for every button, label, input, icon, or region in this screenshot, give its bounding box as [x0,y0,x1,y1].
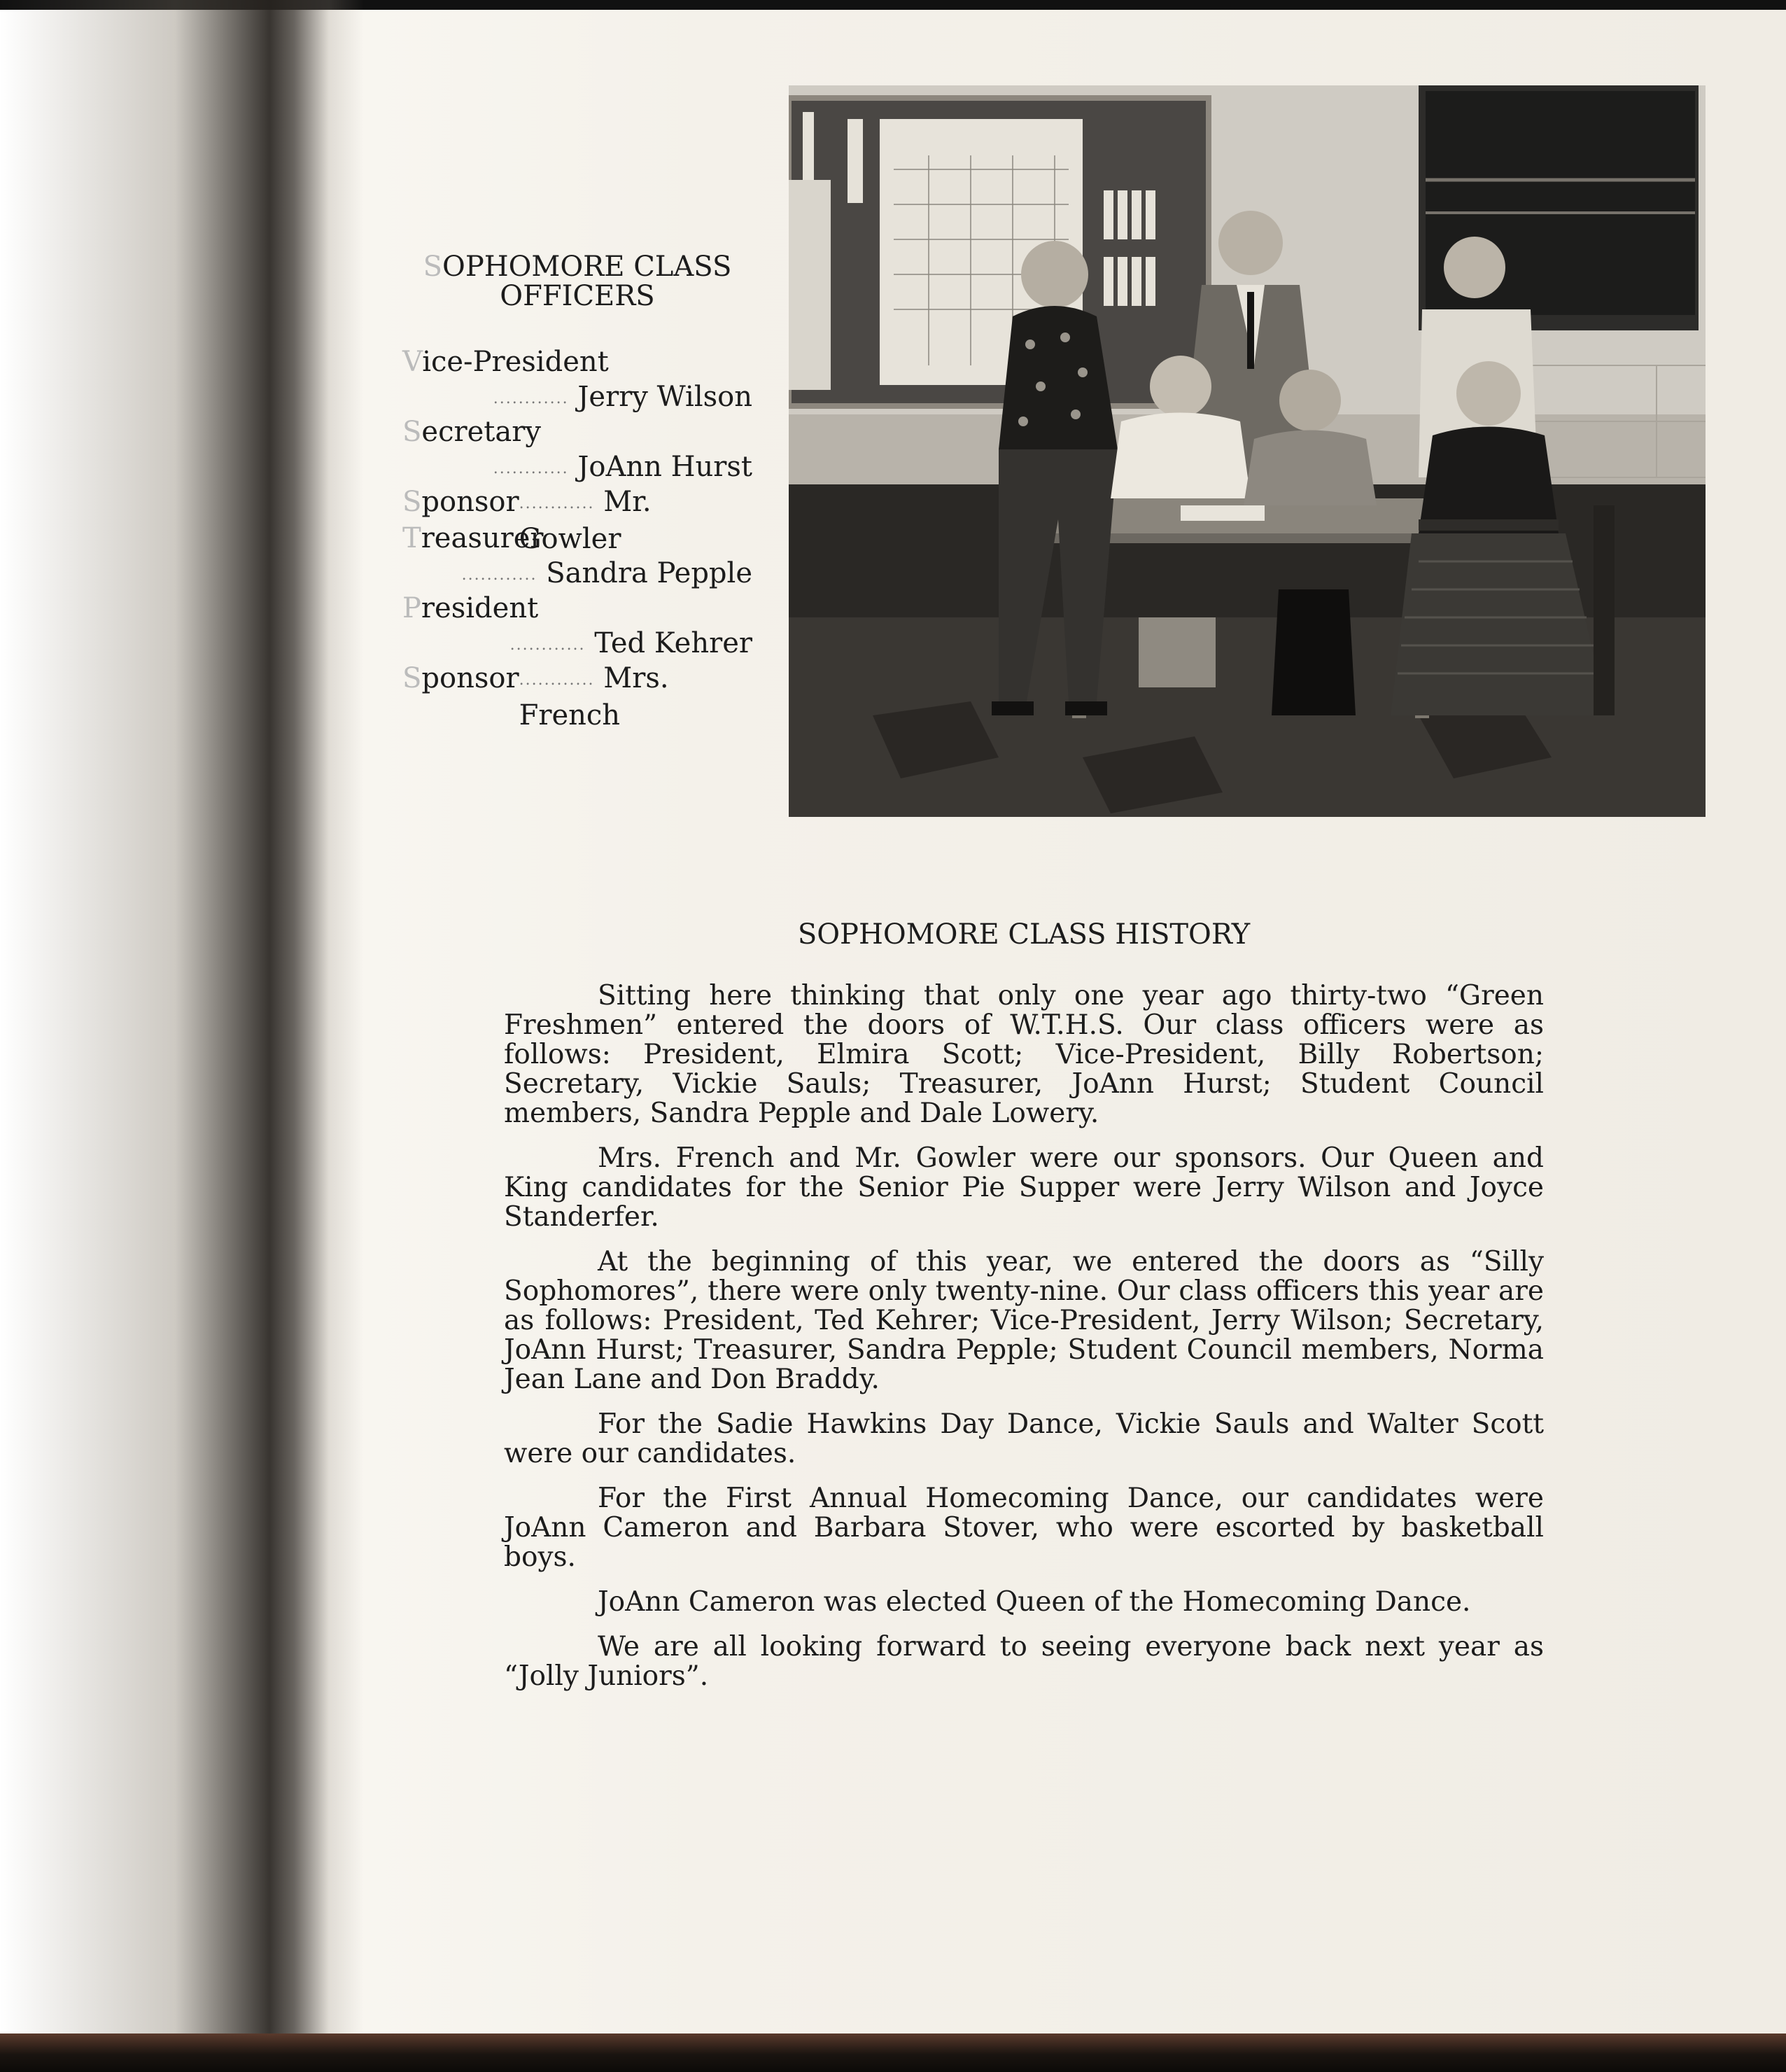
officer-name-row [402,626,752,661]
officer-name-row [402,379,752,414]
leader-dots: ............ [461,566,537,584]
officer-name: Ted Kehrer [594,627,752,659]
officer-role: Secretary [402,416,541,448]
leader-dots: ............ [519,671,595,689]
history-paragraph: JoAnn Cameron was elected Queen of the Homecoming Dance. [598,1586,1471,1618]
officers-group-photo [789,85,1706,817]
leader-dots: ............ [519,495,595,512]
leader-dots: ............ [509,636,586,654]
officer-role: Vice-President [402,346,609,378]
officer-name-row [402,556,752,591]
history-paragraph: Sitting here thinking that only one year ago thirty-two “Green Freshmen” entered the doors of W.T.H.S. Our class officers were as follows: President, Elmira Scott; Vice-President, Billy Robertson; Secretary, Vickie Sauls; Treasurer, JoAnn Hurst; Student Council members, Sandra Pepple and Dale Lowery. [504,980,1544,1129]
officer-name-row [402,449,752,484]
history-paragraph: Mrs. French and Mr. Gowler were our sponsors. Our Queen and King candidates for the Senior Pie Supper were Jerry Wilson and Joyce Standerfer. [504,1142,1544,1233]
officers-heading-line1: SOPHOMORE CLASS [423,251,732,283]
officers-heading-line2: OFFICERS [500,280,655,312]
officer-name: Sandra Pepple [546,557,752,589]
officer-role: President [402,592,539,624]
officer-role: Sponsor [402,486,519,518]
history-paragraph: At the beginning of this year, we entered the doors as “Silly Sophomores”, there were only twenty-nine. Our class officers this year are as follows: President, Ted Kehrer; Vice-President, Jerry Wilson; Secretary, JoAnn Hurst; Treasurer, Sandra Pepple; Student Council members, Norma Jean Lane and Don Braddy. [504,1246,1544,1395]
history-paragraph: We are all looking forward to seeing everyone back next year as “Jolly Juniors”. [504,1631,1544,1692]
history-title: SOPHOMORE CLASS HISTORY [797,918,1251,951]
officer-name: Mr. Gowler [519,486,652,555]
class-officers-list [402,251,752,732]
history-paragraph: For the Sadie Hawkins Day Dance, Vickie Sauls and Walter Scott were our candidates. [504,1408,1544,1469]
photo-illustration [789,85,1706,817]
officer-name: Mrs. French [519,662,669,732]
officers-heading [402,252,752,311]
officer-name: Jerry Wilson [577,381,752,413]
officer-role: Treasurer [402,522,544,554]
officer-name: JoAnn Hurst [577,451,752,483]
class-history-section [504,917,1544,1707]
leader-dots: ............ [493,390,569,407]
history-paragraph: For the First Annual Homecoming Dance, our candidates were JoAnn Cameron and Barbara Stover, who were escorted by basketball boys. [504,1483,1544,1573]
bottom-edge [0,2033,1786,2072]
leader-dots: ............ [493,460,569,477]
officer-inline-row [402,661,752,732]
book-gutter-shadow [0,0,364,2072]
officer-role: Sponsor [402,662,519,694]
